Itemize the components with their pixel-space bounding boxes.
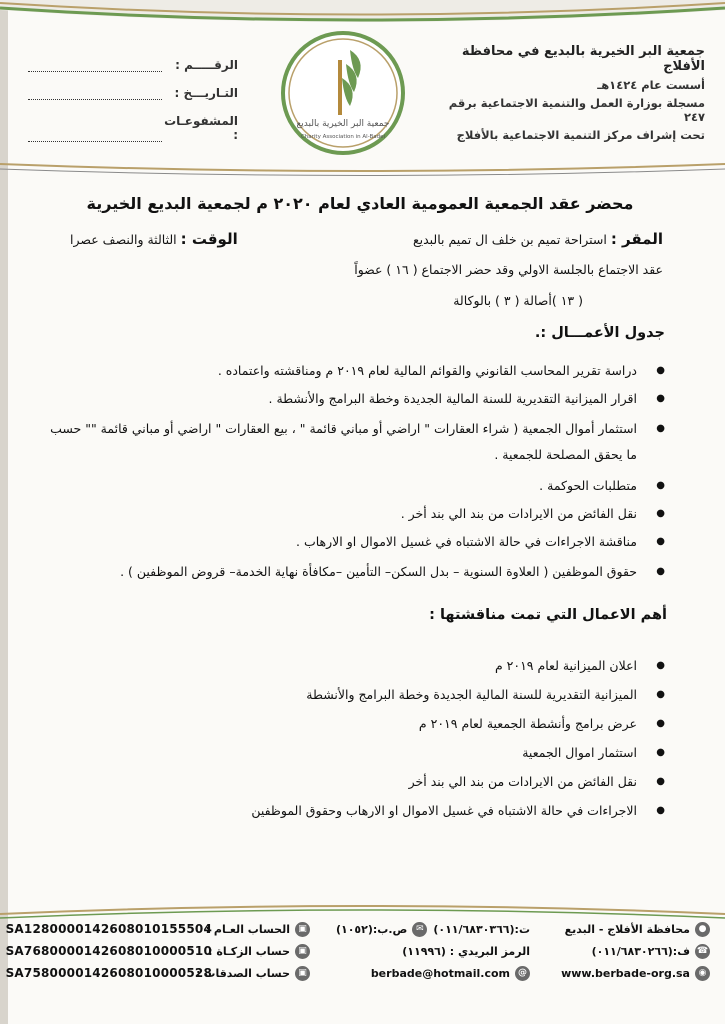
registered-text: مسجلة بوزارة العمل والتنمية الاجتماعية برقم ٢٤٧ xyxy=(448,96,705,124)
footer-accounts-col xyxy=(5,918,310,984)
account-label: حساب الصدقات : xyxy=(196,966,290,980)
attachments-label: المشفوعـات : xyxy=(164,114,238,142)
account-row xyxy=(5,940,310,962)
fax-icon: ☎ xyxy=(695,944,710,959)
address-text: محافظة الأفلاج - البديع xyxy=(564,922,690,936)
reference-fields xyxy=(28,58,238,156)
discussed-item: ● نقل الفائض من الايرادات من بند الي بند أخر xyxy=(40,772,665,791)
bank-icon: ▣ xyxy=(295,922,310,937)
hq-label: المقر : xyxy=(610,230,663,248)
postal-text: الرمز البريدي : (١١٩٩٦) xyxy=(402,944,530,958)
website-link[interactable]: www.berbade-org.sa xyxy=(561,966,690,980)
page-edge xyxy=(0,0,8,1024)
account-label: حساب الزكـاة : xyxy=(208,944,290,958)
agenda-item: ● استثمار أموال الجمعية ( شراء العقارات " اراضي أو مباني قائمة " ، بيع العقارات " اراضي أو مباني قائمة "" حسب ما يحقق المصلحة للجمعية . xyxy=(40,416,665,468)
footer xyxy=(5,918,710,988)
meeting-meta xyxy=(40,230,663,308)
org-name: جمعية البر الخيرية بالبديع في محافظة الأفلاج xyxy=(461,44,705,74)
address-row xyxy=(545,918,710,940)
account-iban: SA7680000142608010000510 xyxy=(5,944,212,958)
footer-contact-col xyxy=(320,918,530,984)
time-label: الوقت : xyxy=(180,230,238,248)
mailbox-icon: ✉ xyxy=(412,922,427,937)
discussed-item: ● الميزانية التقديرية للسنة المالية الجديدة وخطة البرامج والأنشطة xyxy=(40,685,665,704)
bank-icon: ▣ xyxy=(295,966,310,981)
ref-dots xyxy=(28,61,162,72)
discussed-item: ● عرض برامج وأنشطة الجمعية لعام ٢٠١٩ م xyxy=(40,714,665,733)
discussed-list xyxy=(40,656,665,820)
hq-value: استراحة تميم بن خلف ال تميم بالبديع xyxy=(412,232,607,247)
header-divider xyxy=(0,160,725,178)
attachments-row xyxy=(28,114,238,142)
agenda-item: ● اقرار الميزانية التقديرية للسنة المالية الجديدة وخطة البرامج والأنشطة . xyxy=(40,388,665,409)
agenda-item: ● دراسة تقرير المحاسب القانوني والقوائم المالية لعام ٢٠١٩ م ومناقشته واعتماده . xyxy=(40,360,665,381)
globe-icon: ◉ xyxy=(695,966,710,981)
pobox-text: ص.ب:(١٠٥٢) xyxy=(335,922,408,936)
phone-text: ت:(٠١١/٦٨٣٠٣٦٦) xyxy=(433,922,530,936)
agenda-item: ● حقوق الموظفين ( العلاوة السنوية – بدل السكن– التأمين –مكافأة نهاية الخدمة– قروض الموظفين ) . xyxy=(40,559,665,585)
fax-row xyxy=(545,940,710,962)
top-decoration xyxy=(0,0,725,28)
website-row xyxy=(545,962,710,984)
date-label: التـاريـــخ : xyxy=(174,86,238,100)
document-title: محضر عقد الجمعية العمومية العادي لعام ٢٠٢٠ م لجمعية البديع الخيرية xyxy=(86,194,634,213)
founded-text: أسست عام ١٤٢٤هـ xyxy=(597,78,705,92)
attendance-text: ( ١٣ )أصالة ( ٣ ) بالوكالة xyxy=(453,293,583,308)
agenda-item: ● مناقشة الاجراءات في حالة الاشتباه في غسيل الاموال او الارهاب . xyxy=(40,531,665,552)
agenda-list xyxy=(40,360,665,585)
postal-row xyxy=(320,940,530,962)
agenda-heading: جدول الأعمـــال :. xyxy=(534,325,665,341)
org-info xyxy=(435,44,705,142)
discussed-item: ● اعلان الميزانية لعام ٢٠١٩ م xyxy=(40,656,665,675)
bank-icon: ▣ xyxy=(295,944,310,959)
association-logo xyxy=(280,30,406,156)
location-icon: ● xyxy=(695,922,710,937)
time-field xyxy=(70,230,238,248)
agenda-item: ● نقل الفائض من الايرادات من بند الي بند أخر . xyxy=(40,503,665,524)
discussed-heading: أهم الاعمال التي تمت مناقشتها : xyxy=(429,607,667,623)
account-label: الحساب العـام : xyxy=(205,922,290,936)
logo-english-text: Charity Association in Al-Badei xyxy=(300,134,386,140)
logo-arabic-text: جمعية البر الخيرية بالبديع xyxy=(296,119,390,129)
account-iban: SA7580000142608010000528 xyxy=(5,966,212,980)
discussed-item: ● استثمار اموال الجمعية xyxy=(40,743,665,762)
time-value: الثالثة والنصف عصرا xyxy=(70,232,177,247)
account-iban: SA1280000142608010155504 xyxy=(5,922,212,936)
email-icon: @ xyxy=(515,966,530,981)
discussed-item: ● الاجراءات في حالة الاشتباه في غسيل الاموال او الارهاب وحقوق الموظفين xyxy=(40,801,665,820)
date-row xyxy=(28,86,238,100)
quorum-text: عقد الاجتماع بالجلسة الاولي وقد حضر الاجتماع ( ١٦ ) عضواً xyxy=(354,262,663,277)
footer-divider xyxy=(0,900,725,920)
ref-label: الرقـــــم : xyxy=(175,58,238,72)
email-link[interactable]: berbade@hotmail.com xyxy=(370,966,510,980)
phone-row xyxy=(320,918,530,940)
hq-time-row xyxy=(40,230,663,248)
attachments-dots xyxy=(28,131,162,142)
date-dots xyxy=(28,89,162,100)
email-row xyxy=(320,962,530,984)
footer-address-col xyxy=(545,918,710,984)
hq-field xyxy=(413,230,663,248)
ref-number-row xyxy=(28,58,238,72)
agenda-item: ● متطلبات الحوكمة . xyxy=(40,475,665,496)
account-row xyxy=(5,918,310,940)
fax-text: ف:(٠١١/٦٨٣٠٢٦٦) xyxy=(591,944,690,958)
account-row xyxy=(5,962,310,984)
supervised-text: تحت إشراف مركز التنمية الاجتماعية بالأفلاج xyxy=(456,128,705,142)
